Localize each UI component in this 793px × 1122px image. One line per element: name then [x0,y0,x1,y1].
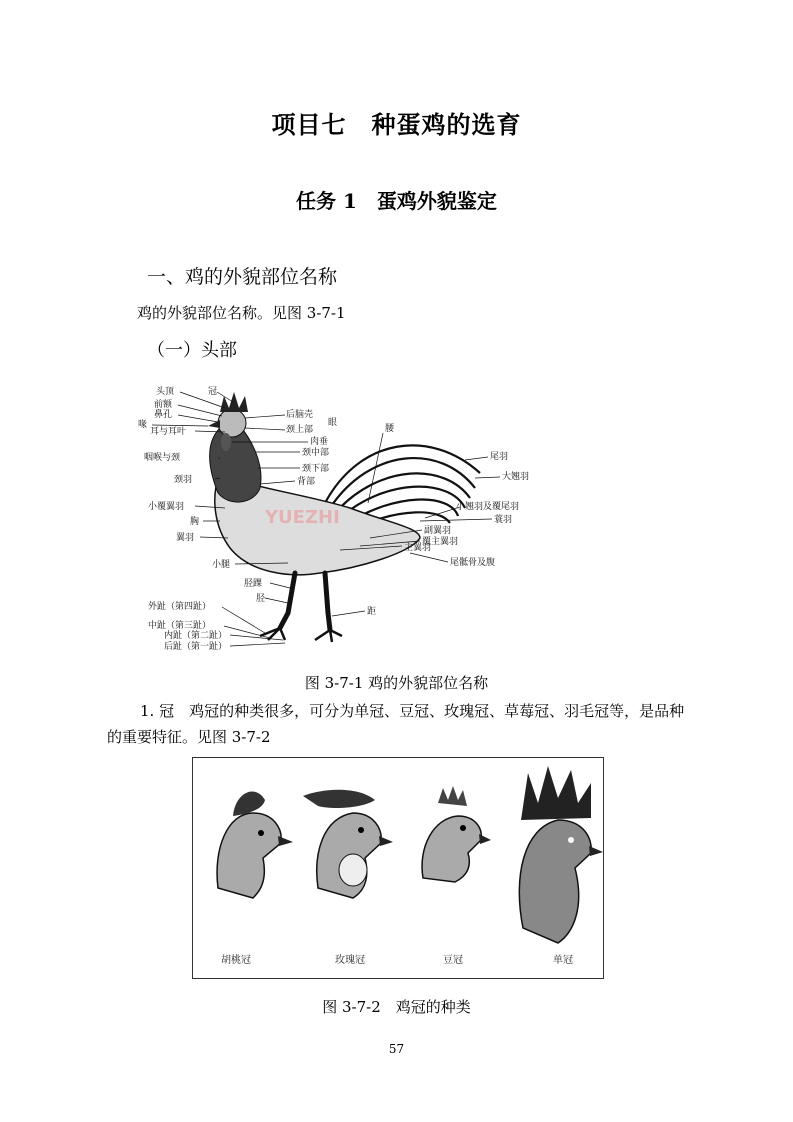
label-outer-toe: 外趾（第四趾） [148,602,212,612]
chapter-title: 项目七 种蛋鸡的选育 [271,110,522,139]
label-back-skull: 后脑壳 [286,410,314,420]
label-waist: 腰 [385,424,395,434]
page-number: 57 [388,1042,405,1056]
label-rose-comb: 玫瑰冠 [335,955,365,966]
single-comb-head [519,766,603,943]
comb-paragraph: 1. 冠 鸡冠的种类很多，可分为单冠、豆冠、玫瑰冠、草莓冠、羽毛冠等，是品种的重要特征。见图 3-7-2 [107,702,685,746]
head-drawing [218,409,246,437]
label-wattle: 肉垂 [310,437,329,447]
label-small-sickle: 小翘羽及覆尾羽 [456,502,520,512]
label-thigh: 小腿 [212,560,231,570]
label-hackle: 颈羽 [174,475,193,485]
neck-drawing [210,426,261,502]
section-heading: 一、鸡的外貌部位名称 [147,266,338,288]
watermark: YUEZHI [265,507,340,528]
intro-text: 鸡的外貌部位名称。见图 3-7-1 [137,304,346,322]
label-back: 背部 [297,477,316,487]
label-comb: 冠 [208,387,218,397]
label-eye: 眼 [328,418,338,428]
label-middle-toe: 中趾（第三趾） [148,621,212,631]
label-head-top: 头顶 [156,387,175,397]
rose-comb-head [303,790,393,898]
walnut-comb-head [217,791,293,898]
label-hock: 胫踝 [244,579,263,589]
pea-comb-head [422,786,491,882]
toes-drawing [260,628,342,642]
label-walnut-comb: 胡桃冠 [221,955,251,966]
label-saddle: 蓑羽 [494,515,513,525]
label-tail: 尾羽 [490,452,509,462]
label-beak: 喙 [138,420,148,430]
comb-drawing [220,392,248,412]
task-title: 任务 1 蛋鸡外貌鉴定 [296,189,497,213]
legs-drawing [280,573,330,630]
label-upper-neck: 颈上部 [286,425,314,435]
wattle-drawing [221,433,231,451]
label-primary: 主翼羽 [404,543,432,553]
figure2-caption: 图 3-7-2 鸡冠的种类 [322,998,471,1016]
label-single-comb: 单冠 [553,955,573,966]
label-sickle: 大翘羽 [502,472,530,482]
label-mid-neck: 颈中部 [302,448,330,458]
label-secondary: 副翼羽 [424,526,452,536]
label-throat: 咽喉与颈 [144,453,181,463]
label-breast: 胸 [190,517,200,527]
label-forehead: 前额 [154,400,173,410]
label-hind-toe: 后趾（第一趾） [164,642,228,652]
label-primary-covert: 覆主翼羽 [422,537,459,547]
label-ear: 耳与耳叶 [150,427,187,437]
rooster-anatomy-figure [120,378,560,656]
label-wing: 翼羽 [176,533,195,543]
figure1-caption: 图 3-7-1 鸡的外貌部位名称 [304,674,489,692]
label-pea-comb: 豆冠 [443,955,463,966]
subsection-heading: （一）头部 [147,340,237,361]
label-abdomen: 尾骶骨及腹 [450,558,496,568]
label-covert: 小覆翼羽 [148,502,185,512]
label-nostril: 鼻孔 [154,410,173,420]
comb-types-figure [192,757,604,979]
label-shank: 胫 [256,594,266,604]
label-inner-toe: 内趾（第二趾） [164,631,228,641]
label-lower-neck: 颈下部 [302,464,330,474]
label-spur: 距 [367,607,377,617]
